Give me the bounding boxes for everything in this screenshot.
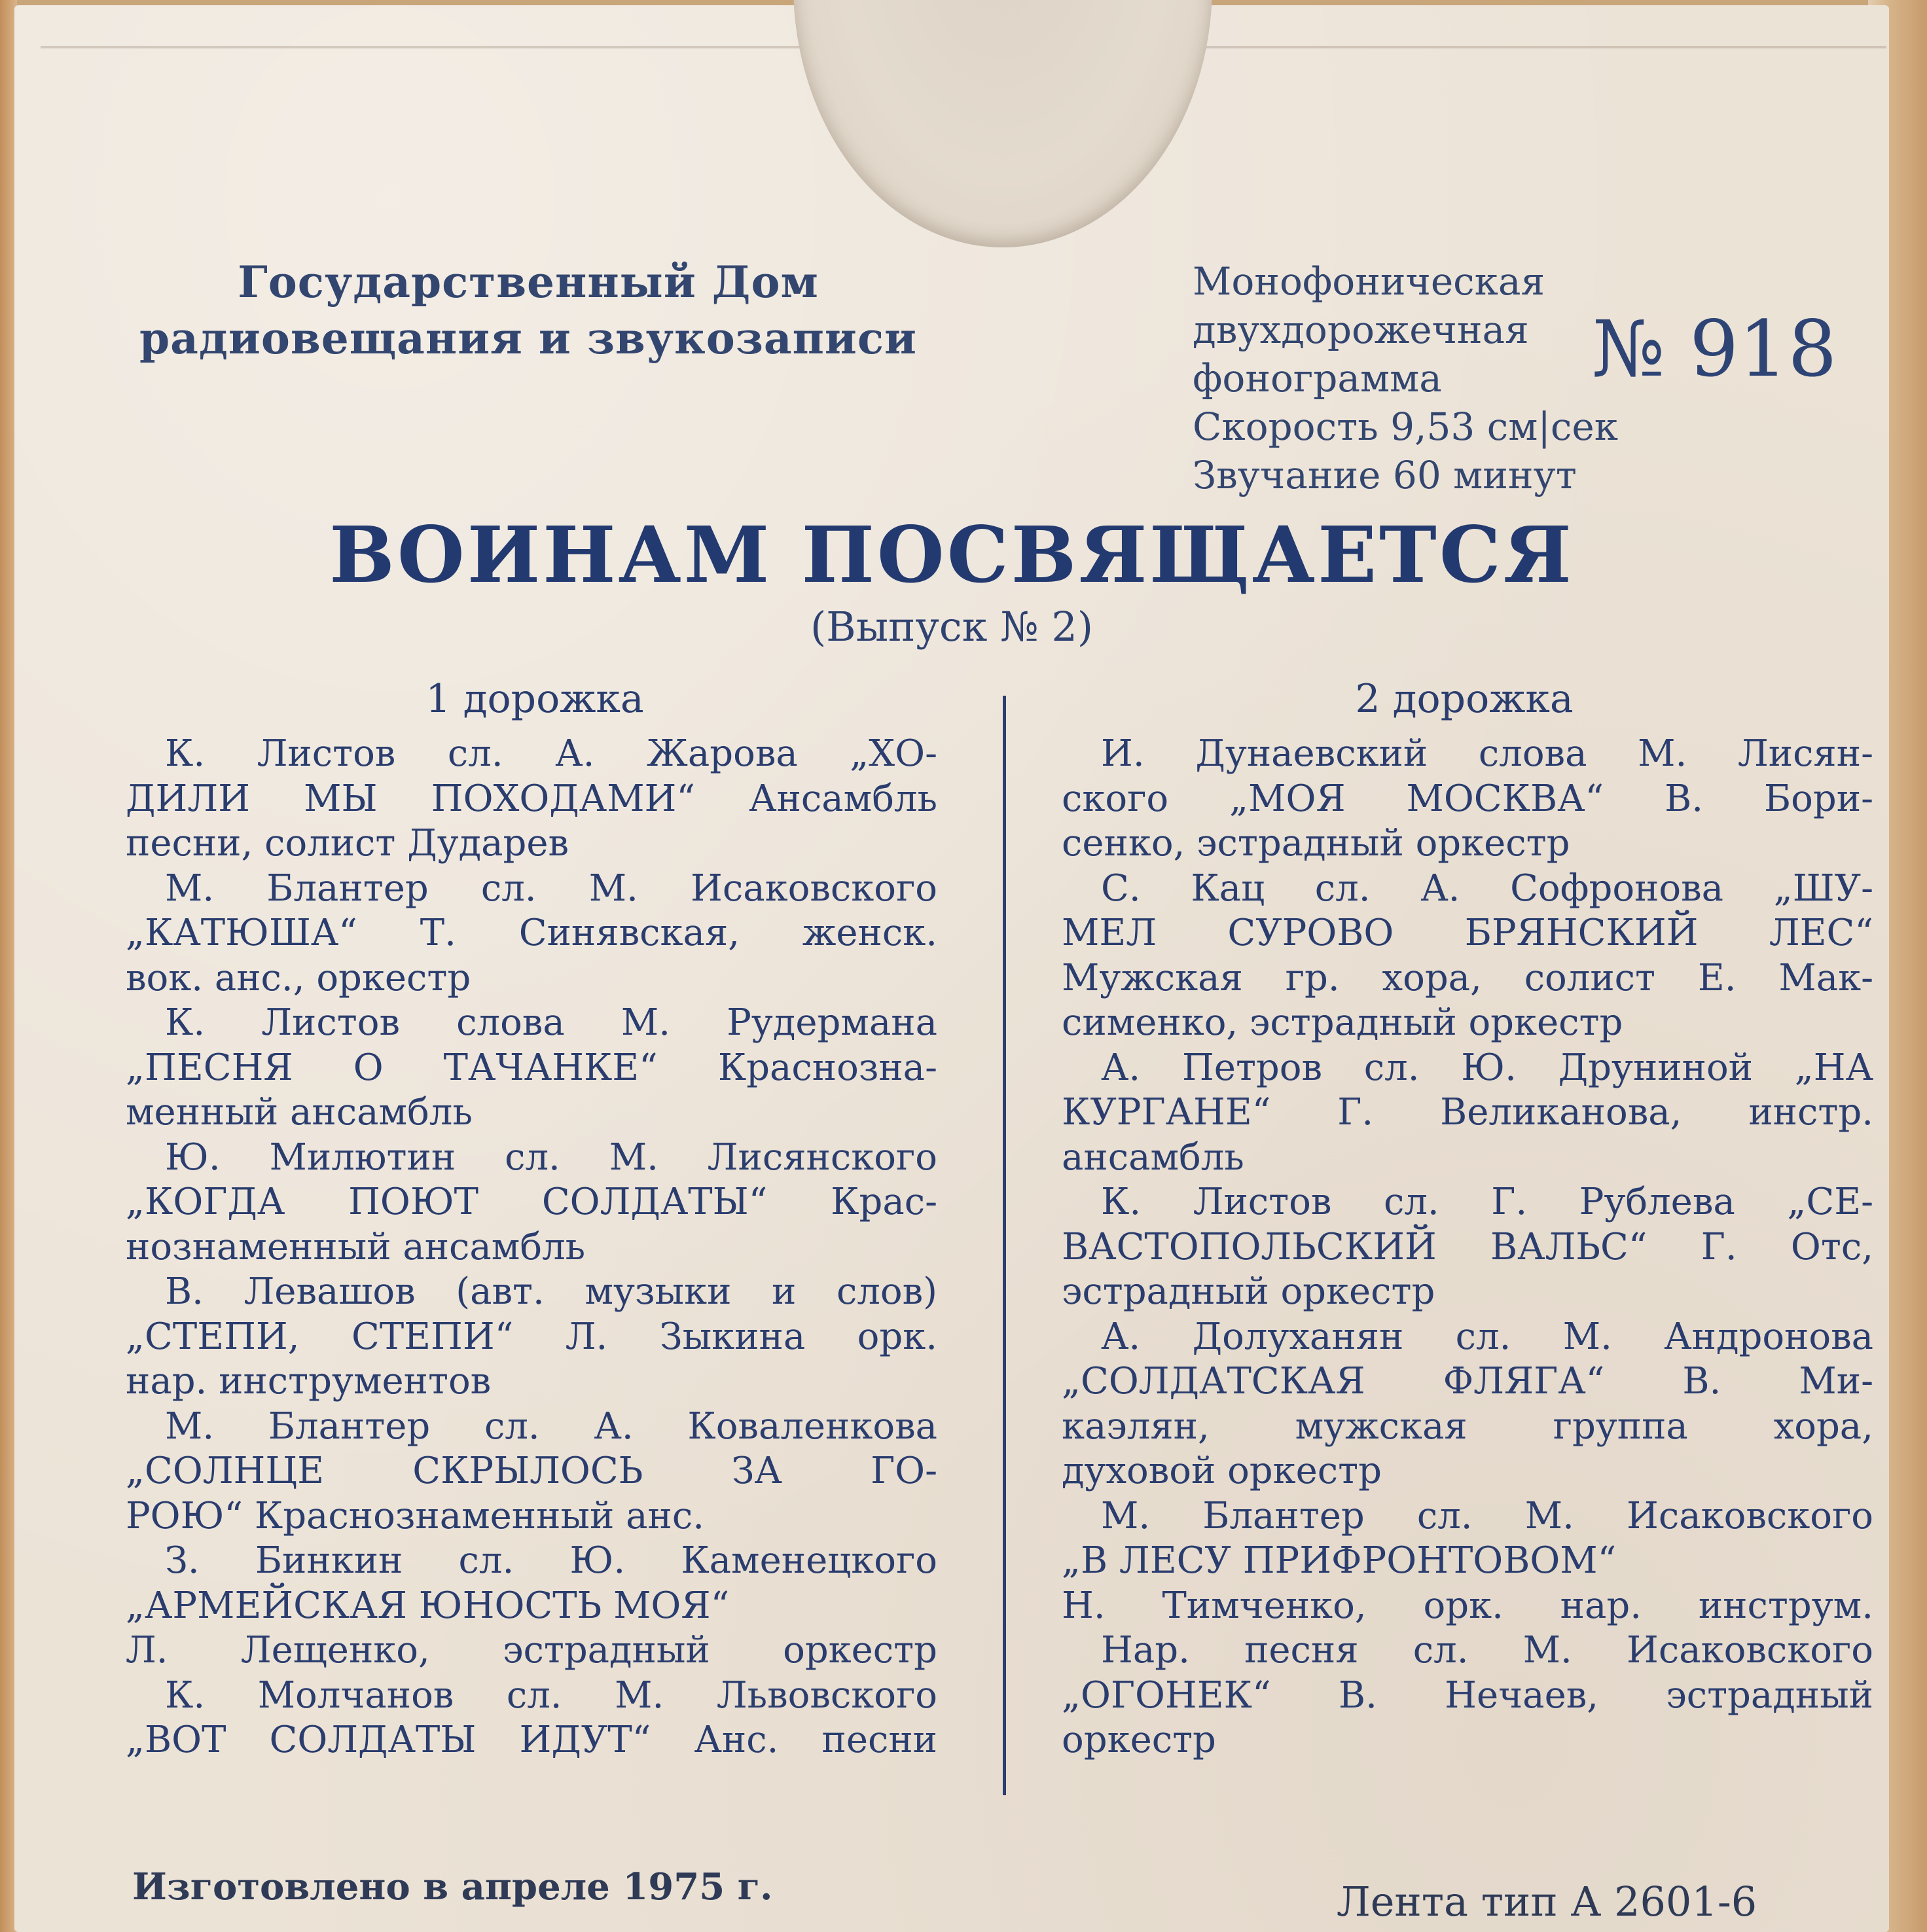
list-item: М. Блантер сл. М. Исаковского bbox=[165, 867, 937, 910]
list-item: ДИЛИ МЫ ПОХОДАМИ“ Ансамбль bbox=[126, 777, 937, 820]
list-item: „СОЛДАТСКАЯ ФЛЯГА“ В. Ми- bbox=[1062, 1360, 1873, 1403]
list-item: М. Блантер сл. А. Коваленкова bbox=[165, 1404, 937, 1448]
tape-type: Лента тип А 2601-6 bbox=[1337, 1878, 1757, 1925]
list-item: МЕЛ СУРОВО БРЯНСКИЙ ЛЕС“ bbox=[1062, 912, 1873, 954]
publisher-line-1: Государственный Дом bbox=[238, 257, 819, 308]
list-item: З. Бинкин сл. Ю. Каменецкого bbox=[165, 1539, 937, 1582]
list-item: К. Листов слова М. Рудермана bbox=[165, 1001, 937, 1044]
list-item: „ВОТ СОЛДАТЫ ИДУТ“ Анс. песни bbox=[126, 1719, 937, 1761]
publisher-line-2: радиовещания и звукозаписи bbox=[139, 313, 918, 364]
list-item: нознаменный ансамбль bbox=[126, 1225, 586, 1268]
list-item: „СОЛНЦЕ СКРЫЛОСЬ ЗА ГО- bbox=[126, 1450, 937, 1492]
tech-spec-line-3: фонограмма bbox=[1193, 356, 1442, 401]
list-item: К. Листов сл. А. Жарова „ХО- bbox=[165, 732, 937, 775]
publisher-block bbox=[126, 254, 931, 367]
list-item: „АРМЕЙСКАЯ ЮНОСТЬ МОЯ“ bbox=[126, 1584, 730, 1627]
list-item: сенко, эстрадный оркестр bbox=[1062, 822, 1570, 865]
list-item: духовой оркестр bbox=[1062, 1450, 1382, 1492]
list-item: нар. инструментов bbox=[126, 1360, 492, 1403]
issue-number: (Выпуск № 2) bbox=[810, 603, 1094, 651]
list-item: „КАТЮША“ Т. Синявская, женск. bbox=[126, 912, 937, 954]
list-item: ского „МОЯ МОСКВА“ В. Бори- bbox=[1062, 777, 1873, 820]
list-item: КУРГАНЕ“ Г. Великанова, инстр. bbox=[1062, 1091, 1873, 1134]
list-item: каэлян, мужская группа хора, bbox=[1062, 1404, 1873, 1448]
list-item: И. Дунаевский слова М. Лисян- bbox=[1101, 732, 1873, 775]
list-item: менный ансамбль bbox=[126, 1091, 473, 1134]
list-item: Ю. Милютин сл. М. Лисянского bbox=[165, 1136, 937, 1179]
list-item: Нар. песня сл. М. Исаковского bbox=[1101, 1629, 1873, 1672]
tech-spec-duration: Звучание 60 минут bbox=[1193, 453, 1577, 497]
list-item: РОЮ“ Краснознаменный анс. bbox=[126, 1494, 704, 1537]
album-title: ВОИНАМ ПОСВЯЩАЕТСЯ bbox=[329, 509, 1574, 600]
list-item: К. Листов сл. Г. Рублева „СЕ- bbox=[1101, 1181, 1873, 1223]
list-item: эстрадный оркестр bbox=[1062, 1270, 1435, 1313]
list-item: оркестр bbox=[1062, 1719, 1216, 1761]
track-2-list bbox=[1062, 732, 1873, 1763]
list-item: „ОГОНЕК“ В. Нечаев, эстрадный bbox=[1062, 1673, 1873, 1717]
tech-spec-line-2: двухдорожечная bbox=[1193, 308, 1529, 352]
list-item: С. Кац сл. А. Софронова „ШУ- bbox=[1101, 867, 1873, 910]
tech-spec-speed: Скорость 9,53 см|сек bbox=[1193, 404, 1618, 449]
list-item: „ПЕСНЯ О ТАЧАНКЕ“ Краснозна- bbox=[126, 1046, 937, 1089]
list-item: К. Молчанов сл. М. Львовского bbox=[165, 1673, 937, 1717]
tech-specs-block bbox=[1193, 257, 1618, 499]
list-item: М. Блантер сл. М. Исаковского bbox=[1101, 1494, 1873, 1537]
list-item: „В ЛЕСУ ПРИФРОНТОВОМ“ bbox=[1062, 1539, 1617, 1582]
tape-box-back-card bbox=[14, 5, 1889, 1932]
list-item: песни, солист Дударев bbox=[126, 822, 569, 865]
list-item: А. Петров сл. Ю. Друниной „НА bbox=[1101, 1046, 1873, 1089]
list-item: „КОГДА ПОЮТ СОЛДАТЫ“ Крас- bbox=[126, 1181, 937, 1223]
list-item: сименко, эстрадный оркестр bbox=[1062, 1001, 1623, 1044]
thumb-notch-cutout bbox=[793, 0, 1212, 247]
list-item: А. Долуханян сл. М. Андронова bbox=[1101, 1315, 1873, 1358]
track-1-list bbox=[126, 732, 937, 1763]
catalog-number: № 918 bbox=[1592, 304, 1837, 394]
list-item: В. Левашов (авт. музыки и слов) bbox=[165, 1270, 937, 1313]
list-item: Мужская гр. хора, солист Е. Мак- bbox=[1062, 956, 1873, 999]
manufacture-date: Изготовлено в апреле 1975 г. bbox=[132, 1865, 773, 1908]
list-item: Н. Тимченко, орк. нар. инструм. bbox=[1062, 1584, 1873, 1627]
list-item: „СТЕПИ, СТЕПИ“ Л. Зыкина орк. bbox=[126, 1315, 937, 1358]
column-divider bbox=[1003, 696, 1006, 1795]
list-item: Л. Лещенко, эстрадный оркестр bbox=[126, 1629, 937, 1672]
tech-spec-line-1: Монофоническая bbox=[1193, 259, 1545, 304]
list-item: ансамбль bbox=[1062, 1136, 1244, 1179]
track-1-heading: 1 дорожка bbox=[425, 676, 644, 722]
list-item: ВАСТОПОЛЬСКИЙ ВАЛЬС“ Г. Отс, bbox=[1062, 1225, 1873, 1268]
track-2-heading: 2 дорожка bbox=[1355, 676, 1574, 722]
list-item: вок. анс., оркестр bbox=[126, 956, 471, 999]
